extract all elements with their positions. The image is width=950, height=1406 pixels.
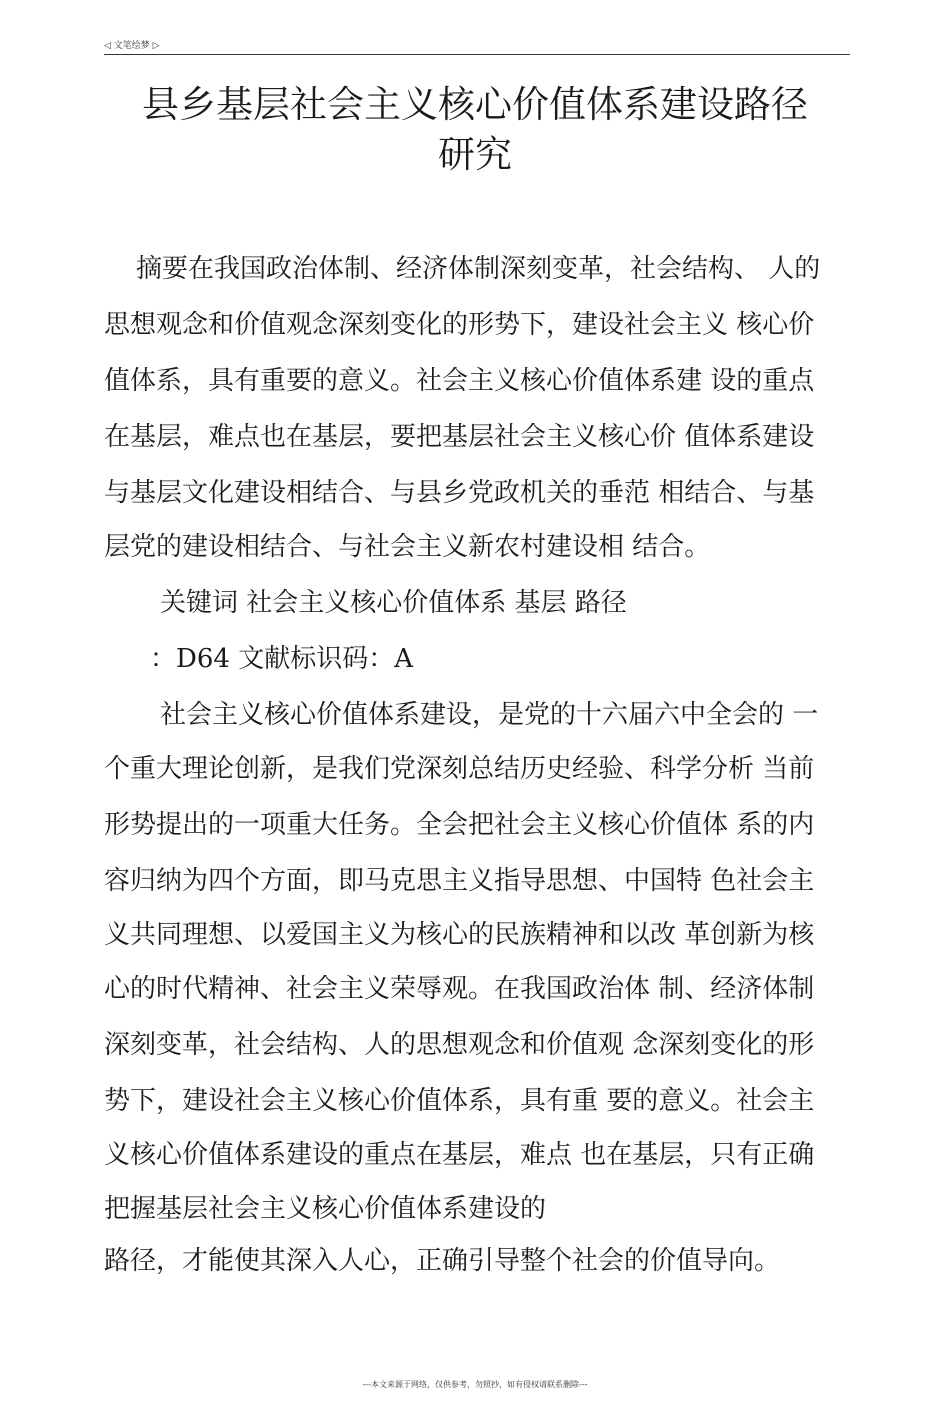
- abstract-line: 思想观念和价值观念深刻变化的形势下，建设社会主义 核心价: [104, 310, 815, 340]
- abstract-line: 与基层文化建设相结合、与县乡党政机关的垂范 相结合、与基: [104, 478, 815, 508]
- body-line: 把握基层社会主义核心价值体系建设的: [104, 1194, 547, 1224]
- abstract-line: 摘要在我国政治体制、经济体制深刻变革，社会结构、 人的: [136, 254, 821, 284]
- body-line: 容归纳为四个方面，即马克思主义指导思想、中国特 色社会主: [104, 866, 815, 896]
- abstract-line: 层党的建设相结合、与社会主义新农村建设相 结合。: [104, 532, 711, 562]
- abstract-line: 在基层，难点也在基层，要把基层社会主义核心价 值体系建设: [104, 422, 815, 452]
- body-line: 路径，才能使其深入人心，正确引导整个社会的价值导向。: [104, 1246, 781, 1276]
- abstract-line: 值体系，具有重要的意义。社会主义核心价值体系建 设的重点: [104, 366, 815, 396]
- keywords-line: 关键词 社会主义核心价值体系 基层 路径: [160, 588, 627, 618]
- header-text: ◁ 文笔绘梦 ▷: [104, 41, 160, 51]
- body-line: 心的时代精神、社会主义荣辱观。在我国政治体 制、经济体制: [104, 974, 815, 1004]
- body-line: 社会主义核心价值体系建设，是党的十六届六中全会的 一: [160, 700, 819, 730]
- page-header: [104, 40, 850, 55]
- body-line: 义核心价值体系建设的重点在基层，难点 也在基层，只有正确: [104, 1140, 815, 1170]
- page-footer: ---本文来源于网络，仅供参考，勿照抄，如有侵权请联系删除---: [362, 1380, 588, 1389]
- body-line: 势下，建设社会主义核心价值体系，具有重 要的意义。社会主: [104, 1086, 815, 1116]
- body-line: 深刻变革，社会结构、人的思想观念和价值观 念深刻变化的形: [104, 1030, 815, 1060]
- body-line: 义共同理想、以爱国主义为核心的民族精神和以改 革创新为核: [104, 920, 815, 950]
- body-line: 个重大理论创新，是我们党深刻总结历史经验、科学分析 当前: [104, 754, 815, 784]
- body-line: 形势提出的一项重大任务。全会把社会主义核心价值体 系的内: [104, 810, 815, 840]
- title-line-2: 研究: [438, 133, 512, 176]
- classification-line: ：D64 文献标识码：A: [150, 644, 413, 674]
- document-title: [60, 80, 890, 180]
- title-line-1: 县乡基层社会主义核心价值体系建设路径: [142, 83, 808, 126]
